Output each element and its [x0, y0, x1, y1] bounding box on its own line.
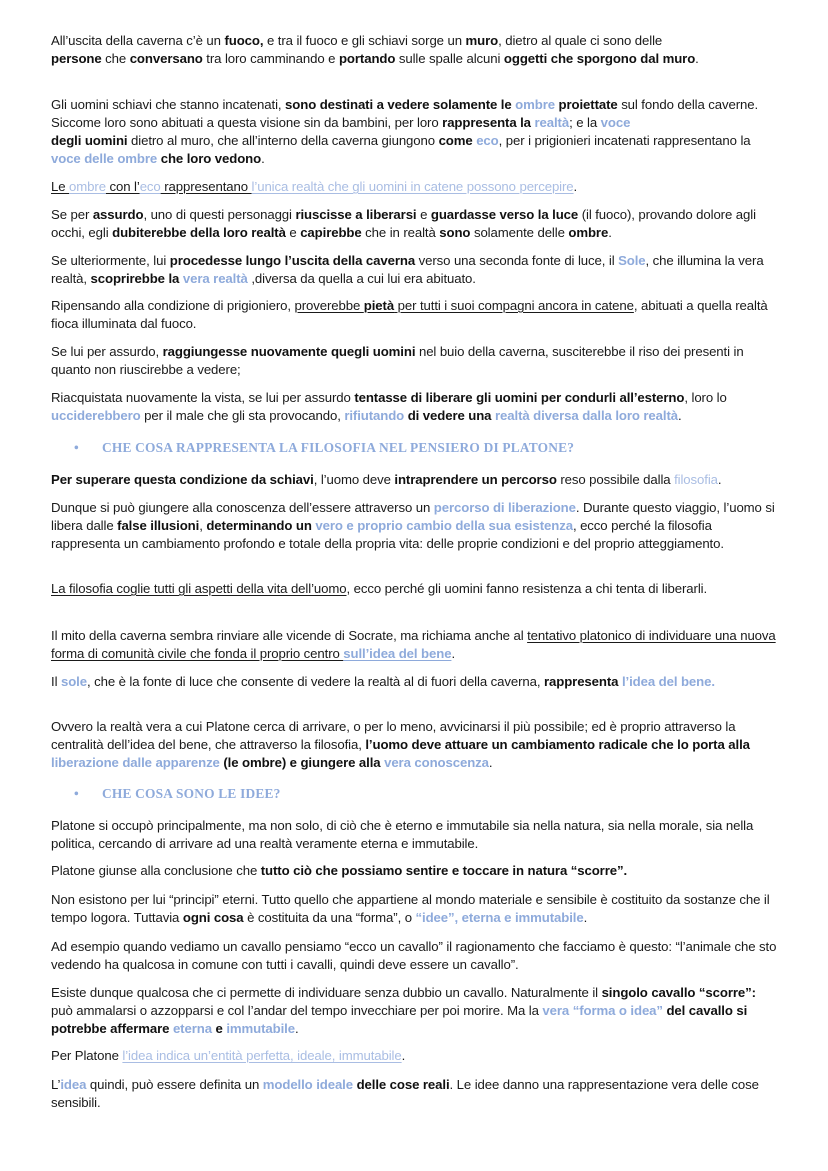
text-run: assurdo — [92, 207, 144, 222]
text-run: Per Platone — [51, 1048, 123, 1063]
text-run: Platone giunse alla conclusione che — [51, 863, 261, 878]
text-run: rappresenta la — [442, 115, 535, 130]
paragraph-socrates — [51, 627, 779, 663]
text-run: . — [608, 225, 612, 240]
paragraph-return — [51, 343, 779, 379]
highlight-term: Sole — [618, 253, 646, 268]
highlight-term: vera “forma o idea” — [542, 1003, 663, 1018]
paragraph-horse-form — [51, 984, 779, 1038]
text-run: pietà — [363, 298, 395, 313]
highlight-term: l’idea del bene. — [621, 674, 715, 689]
text-run: , uno di questi personaggi — [143, 207, 296, 222]
highlight-term: sull’idea del bene — [343, 646, 452, 661]
text-run: per tutti i suoi compagni ancora in catene — [394, 298, 634, 313]
text-run: Il mito della caverna sembra rinviare alle vicende di Socrate, ma richiama anche al — [51, 628, 528, 643]
highlight-term: ombre — [515, 97, 555, 112]
text-run: Dunque si può giungere alla conoscenza dell’essere attraverso un — [51, 500, 434, 515]
text-run: l’uomo deve attuare un cambiamento radicale che lo porta alla — [365, 737, 750, 752]
text-run: (il fuoco), provando dolore agli occhi, egli — [51, 207, 756, 240]
highlight-term: rifiutando — [344, 408, 405, 423]
highlight-term: voce delle ombre — [51, 151, 158, 166]
text-run: Se lui per assurdo, — [51, 344, 163, 359]
text-run: sono destinati a vedere solamente le — [285, 97, 516, 112]
text-run: ogni cosa — [182, 910, 244, 925]
text-run: tutto ciò che possiamo sentire e toccare in natura “scorre”. — [260, 863, 628, 878]
text-run: sono — [439, 225, 471, 240]
text-run: che — [101, 51, 130, 66]
text-run: . Le idee danno una rappresentazione vera delle cose sensibili. — [51, 1077, 759, 1110]
bullet-icon: • — [74, 440, 79, 455]
text-run: ,diversa da quella a cui lui era abituato. — [247, 271, 476, 286]
highlight-term: sole — [60, 674, 87, 689]
text-run: rappresenta — [543, 674, 622, 689]
text-run: e tra il fuoco e gli schiavi sorge un — [263, 33, 466, 48]
text-run: (le ombre) e giungere alla — [219, 755, 385, 770]
text-run: per il male che gli sta provocando, — [140, 408, 345, 423]
paragraph-pity — [51, 297, 779, 333]
text-run: , ecco perché la filosofia rappresenta un cambiamento profondo e totale della propria vita: delle proprie condizioni e del proprio atteggiamento. — [51, 518, 724, 551]
paragraph-philosophy-aspects — [51, 580, 779, 598]
text-run: fuoco, — [224, 33, 264, 48]
text-run: , che illumina la vera realtà, — [51, 253, 764, 286]
text-run: e — [211, 1021, 227, 1036]
text-run: Per superare questa condizione da schiavi — [51, 472, 314, 487]
highlight-term: vero e proprio cambio della sua esistenza — [315, 518, 573, 533]
section-heading-philosophy — [74, 440, 574, 456]
highlight-term: realtà — [534, 115, 570, 130]
text-run: . — [677, 408, 682, 423]
text-run: . Durante questo viaggio, l’uomo si libera dalle — [51, 500, 775, 533]
section-heading-ideas — [74, 786, 281, 802]
text-run: quindi, può essere definita un — [86, 1077, 263, 1092]
text-run: e — [416, 207, 431, 222]
paragraph-absurd-freedom — [51, 206, 779, 242]
text-run: riuscisse a liberarsi — [295, 207, 417, 222]
text-run: . — [451, 646, 456, 661]
text-run: dubiterebbe della loro realtà — [112, 225, 286, 240]
heading-text: CHE COSA SONO LE IDEE? — [102, 786, 281, 801]
text-run: singolo cavallo “scorre”: — [601, 985, 756, 1000]
text-run: Ad esempio quando vediamo un cavallo pensiamo “ecco un cavallo” il ragionamento che facciamo è questo: “l’animale che sto vedendo ha qualcosa in comune con tutti i cavalli, quindi deve essere un cavallo”. — [51, 939, 777, 972]
text-run: . — [695, 51, 699, 66]
highlight-term: percorso di liberazione — [433, 500, 576, 515]
text-run: . — [261, 151, 265, 166]
paragraph-plato-eternal — [51, 817, 779, 853]
text-run: Non esistono per lui “principi” eterni. Tutto quello che appartiene al mondo materiale e sensibile è costituito da sostanze che il tempo logora. Tuttavia — [51, 892, 770, 925]
highlight-term: filosofia — [674, 472, 718, 487]
text-run: Se per — [51, 207, 93, 222]
text-run: sul fondo della caverne. Siccome loro sono abituati a questa visione sin da bambini, per loro — [51, 97, 759, 130]
text-run: Platone si occupò principalmente, ma non solo, di ciò che è eterno e immutabile sia nella natura, sia nella morale, sia nella politica, cercando di arrivare ad una realtà veramente eterna e immutabile. — [51, 818, 754, 851]
text-run: solamente delle — [470, 225, 569, 240]
text-run: Le — [51, 179, 70, 194]
highlight-term: vera realtà — [182, 271, 248, 286]
text-run: proverebbe — [294, 298, 364, 313]
text-run: tra loro camminando e — [202, 51, 339, 66]
highlight-term: voce — [600, 115, 631, 130]
text-run: La filosofia coglie tutti gli aspetti della vita dell’uomo — [51, 581, 347, 596]
text-run: , ecco perché gli uomini fanno resistenza a chi tenta di liberarli. — [346, 581, 708, 596]
highlight-term: ucciderebbero — [51, 408, 141, 423]
paragraph-cave-exit — [51, 32, 779, 68]
text-run: . — [401, 1048, 406, 1063]
text-run: tentativo platonico di individuare una nuova forma di comunità civile che fonda il proprio centro — [51, 628, 776, 661]
text-run: con l’ — [105, 179, 140, 194]
text-run: , dietro al quale ci sono delle — [498, 33, 663, 48]
bullet-icon: • — [74, 786, 79, 801]
text-run: sulle spalle alcuni — [395, 51, 504, 66]
paragraph-principles — [51, 891, 779, 927]
text-run: false illusioni — [117, 518, 200, 533]
text-run: , — [199, 518, 207, 533]
highlight-term: eco — [139, 179, 161, 194]
text-run: , l’uomo deve — [313, 472, 395, 487]
text-run: delle cose reali — [353, 1077, 450, 1092]
paragraph-true-reality — [51, 718, 779, 772]
text-run: tentasse di liberare gli uomini per condurli all’esterno — [354, 390, 685, 405]
highlight-term: eterna — [172, 1021, 212, 1036]
text-run: Il — [51, 674, 61, 689]
text-run: è costituita da una “forma”, o — [243, 910, 416, 925]
text-run: e — [285, 225, 301, 240]
text-run: guardasse verso la luce — [430, 207, 579, 222]
highlight-term: l’idea indica un’entità perfetta, ideale, immutabile — [122, 1048, 402, 1063]
text-run: può ammalarsi o azzopparsi e col l’andar del tempo invecchiare per poi morire. Ma la — [51, 1003, 543, 1018]
text-run: conversano — [129, 51, 203, 66]
paragraph-shadows-echo — [51, 178, 779, 196]
paragraph-horse-example — [51, 938, 779, 974]
paragraph-flows — [51, 862, 779, 880]
text-run: procedesse lungo l’uscita della caverna — [169, 253, 416, 268]
text-run: Se ulteriormente, lui — [51, 253, 170, 268]
text-run: Esiste dunque qualcosa che ci permette di individuare senza dubbio un cavallo. Naturalmente il — [51, 985, 602, 1000]
text-run: Ripensando alla condizione di prigioniero, — [51, 298, 295, 313]
highlight-term: realtà diversa dalla loro realtà — [495, 408, 678, 423]
paragraph-killed — [51, 389, 779, 425]
text-run: , che è la fonte di luce che consente di vedere la realtà al di fuori della caverna, — [86, 674, 544, 689]
paragraph-idea-definition — [51, 1047, 779, 1065]
text-run: . — [583, 910, 588, 925]
text-run: . — [294, 1021, 299, 1036]
text-run: portando — [338, 51, 396, 66]
paragraph-liberation-path — [51, 499, 779, 553]
text-run: oggetti che sporgono dal muro — [503, 51, 696, 66]
text-run: persone — [51, 51, 102, 66]
text-run: Riacquistata nuovamente la vista, se lui per assurdo — [51, 390, 355, 405]
highlight-term: idea — [60, 1077, 87, 1092]
text-run: reso possibile dalla — [556, 472, 675, 487]
text-run: Ovvero la realtà vera a cui Platone cerca di arrivare, o per lo meno, avvicinarsi il più possibile; ed è proprio attraverso la centralità dell’idea del bene, che attraverso la filosofia, — [51, 719, 736, 752]
highlight-term: liberazione dalle apparenze — [51, 755, 220, 770]
text-run: L’ — [51, 1077, 61, 1092]
text-run: dietro al muro, che all’interno della caverna giungono — [127, 133, 439, 148]
paragraph-overcome — [51, 471, 779, 489]
text-run: muro — [465, 33, 499, 48]
highlight-term: ombre — [69, 179, 106, 194]
heading-text: CHE COSA RAPPRESENTA LA FILOSOFIA NEL PENSIERO DI PLATONE? — [102, 440, 575, 455]
text-run: determinando un — [206, 518, 316, 533]
paragraph-chained-slaves — [51, 96, 779, 168]
text-run: nel buio della caverna, susciterebbe il riso dei presenti in quanto non riuscirebbe a vedere; — [51, 344, 744, 377]
text-run: che loro vedono — [157, 151, 262, 166]
text-run: capirebbe — [300, 225, 362, 240]
text-run: come — [438, 133, 477, 148]
text-run: . — [573, 179, 578, 194]
highlight-term: eco — [476, 133, 499, 148]
text-run: , abituati a quella realtà fioca illuminata dal fuoco. — [51, 298, 768, 331]
text-run: raggiungesse nuovamente quegli uomini — [162, 344, 416, 359]
text-run: . — [488, 755, 493, 770]
highlight-term: “idee”, eterna e immutabile — [415, 910, 584, 925]
text-run: All’uscita della caverna c’è un — [51, 33, 225, 48]
text-run: che in realtà — [361, 225, 440, 240]
highlight-term: l’unica realtà che gli uomini in catene possono percepire — [251, 179, 574, 194]
paragraph-sun — [51, 252, 779, 288]
text-run: proiettate — [554, 97, 618, 112]
text-run: degli uomini — [51, 133, 128, 148]
text-run: , loro lo — [684, 390, 727, 405]
text-run: di vedere una — [404, 408, 495, 423]
text-run: Gli uomini schiavi che stanno incatenati, — [51, 97, 286, 112]
paragraph-ideal-model — [51, 1076, 779, 1112]
highlight-term: vera conoscenza — [384, 755, 489, 770]
text-run: intraprendere un percorso — [394, 472, 557, 487]
text-run: ; e la — [569, 115, 601, 130]
text-run: verso una seconda fonte di luce, il — [415, 253, 619, 268]
highlight-term: modello ideale — [262, 1077, 353, 1092]
text-run: . — [717, 472, 722, 487]
text-run: ombre — [568, 225, 609, 240]
paragraph-sun-idea — [51, 673, 779, 691]
text-run: , per i prigionieri incatenati rappresentano la — [498, 133, 751, 148]
text-run: scoprirebbe la — [90, 271, 183, 286]
text-run: rappresentano — [160, 179, 252, 194]
highlight-term: immutabile — [226, 1021, 295, 1036]
text-run: del cavallo si potrebbe affermare — [51, 1003, 748, 1036]
